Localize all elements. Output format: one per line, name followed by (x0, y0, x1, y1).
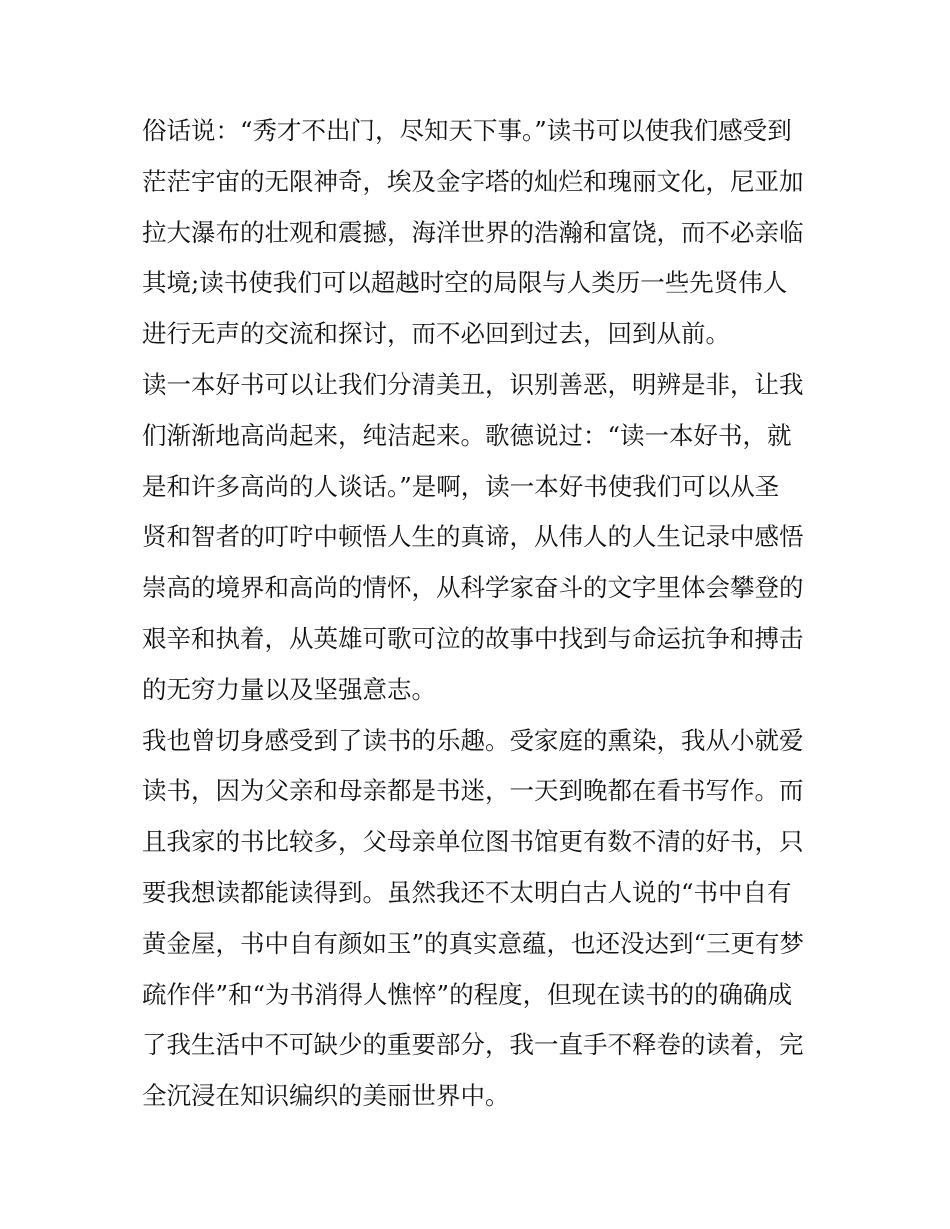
text-line: 的无穷力量以及坚强意志。 (142, 674, 436, 704)
text-line: 了我生活中不可缺少的重要部分，我一直手不释卷的读着，完 (142, 1030, 804, 1060)
text-line: 崇高的境界和高尚的情怀，从科学家奋斗的文字里体会攀登的 (142, 573, 804, 603)
text-line: 且我家的书比较多，父母亲单位图书馆更有数不清的好书，只 (142, 827, 804, 857)
text-line: 读一本好书可以让我们分清美丑，识别善恶，明辨是非，让我 (142, 369, 804, 399)
text-line: 我也曾切身感受到了读书的乐趣。受家庭的熏染，我从小就爱 (142, 725, 804, 755)
text-line: 进行无声的交流和探讨，而不必回到过去，回到从前。 (142, 319, 730, 349)
text-line: 俗话说：“秀才不出门，尽知天下事。”读书可以使我们感受到 (142, 116, 792, 145)
text-line: 茫茫宇宙的无限神奇，埃及金字塔的灿烂和瑰丽文化，尼亚加 (142, 166, 804, 196)
paragraph-2 (142, 360, 822, 716)
document-body (142, 106, 822, 1122)
text-line: 贤和智者的叮咛中顿悟人生的真谛，从伟人的人生记录中感悟 (142, 522, 804, 552)
text-line: 黄金屋，书中自有颜如玉”的真实意蕴，也还没达到“三更有梦 (142, 928, 805, 958)
text-line: 全沉浸在知识编织的美丽世界中。 (142, 1081, 510, 1111)
text-line: 是和许多高尚的人谈话。”是啊，读一本好书使我们可以从圣 (142, 471, 780, 501)
text-line: 读书，因为父亲和母亲都是书迷，一天到晚都在看书写作。而 (142, 776, 804, 806)
text-line: 要我想读都能读得到。虽然我还不太明白古人说的“书中自有 (142, 877, 792, 907)
text-line: 拉大瀑布的壮观和震撼，海洋世界的浩瀚和富饶，而不必亲临 (142, 217, 804, 247)
text-line: 疏作伴”和“为书消得人憔悴”的程度，但现在读书的的确确成 (142, 979, 793, 1009)
paragraph-1 (142, 106, 822, 360)
text-line: 们渐渐地高尚起来，纯洁起来。歌德说过：“读一本好书，就 (142, 420, 792, 450)
text-line: 其境;读书使我们可以超越时空的局限与人类历一些先贤伟人 (142, 268, 788, 298)
paragraph-3 (142, 716, 822, 1122)
text-line: 艰辛和执着，从英雄可歌可泣的故事中找到与命运抗争和搏击 (142, 623, 804, 653)
